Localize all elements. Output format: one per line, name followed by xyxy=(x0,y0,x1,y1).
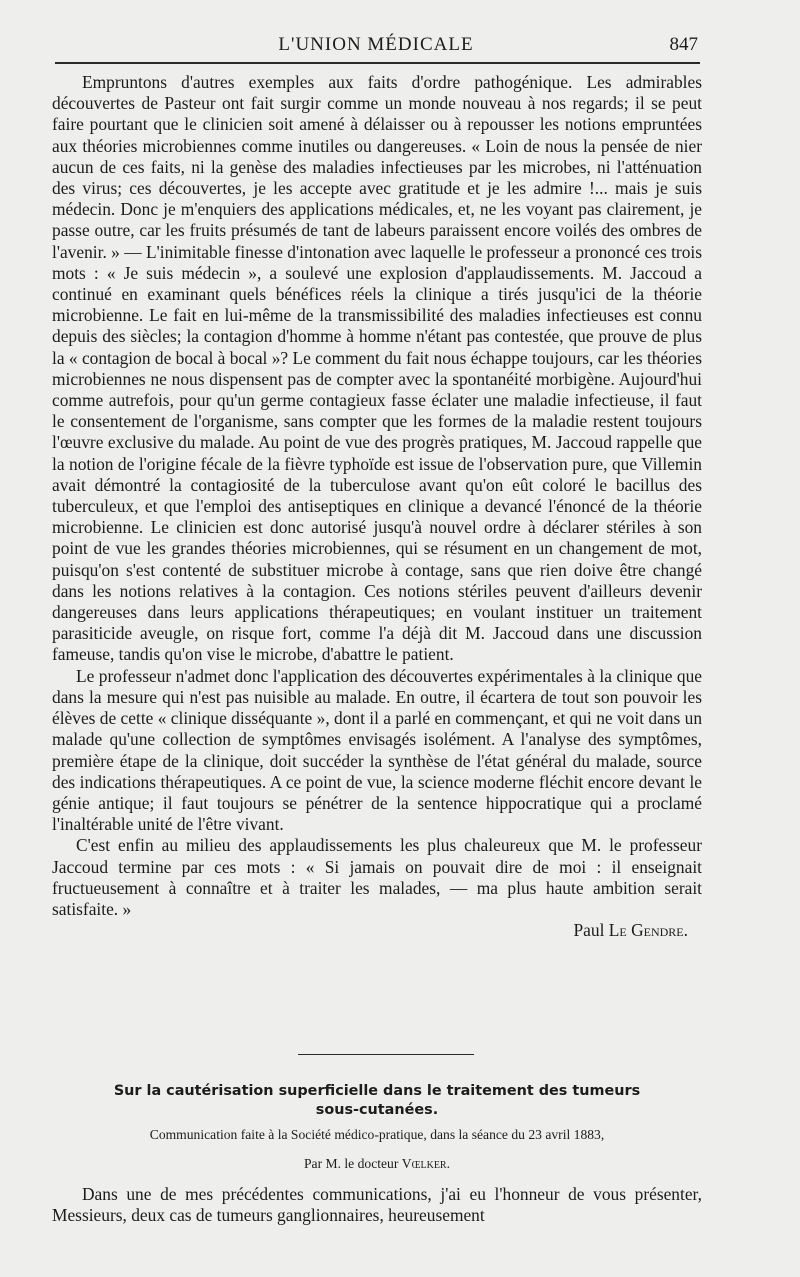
signature-last-name: Le Gendre. xyxy=(608,920,688,941)
running-title: L'UNION MÉDICALE xyxy=(278,34,474,55)
paragraph: Le professeur n'admet donc l'application des découvertes expérimentales à la clinique que dans la mesure qui n'est pas nuisible au malade. En outre, il écartera de tout son pouvoir les élèves de cette « clinique disséquante », dont il a parlé en commençant, et qui ne voit dans un malade qu'une collection de symptômes envisagés isolément. A l'analyse des symptômes, première étape de la clinique, doit succéder la synthèse de l'état général du malade, source des indications thérapeutiques. A ce point de vue, la science moderne fléchit encore devant le génie antique; il faut toujours se pénétrer de la sentence hippocratique qui a proclamé l'inaltérable unité de l'être vivant. xyxy=(52,665,703,835)
article-body-continued xyxy=(52,72,702,941)
author-prefix: Par M. le docteur xyxy=(304,1156,399,1171)
header-rule xyxy=(55,62,700,64)
article-communication-note: Communication faite à la Société médico-pratique, dans la séance du 23 avril 1883, xyxy=(149,1127,605,1142)
author-name: Vœlker. xyxy=(401,1156,450,1171)
author-signature xyxy=(52,920,702,941)
new-article-body xyxy=(52,1184,702,1226)
paragraph: Empruntons d'autres exemples aux faits d'ordre pathogénique. Les admirables découvertes de Pasteur ont fait surgir comme un monde nouveau à nos regards; il se peut faire pourtant que le clinicien soit amené à délaisser ou à repousser les notions empruntées aux théories microbiennes comme inutiles ou dangereuses. « Loin de nous la pensée de nier aucun de ces faits, ni la genèse des maladies infectieuses par les microbes, ni l'atténuation des virus; ces découvertes, je les accepte avec gratitude et je les admire !... mais je suis médecin. Donc je m'enquiers des applications médicales, et, ne les voyant pas clairement, je passe outre, car les fruits présumés de tant de labeurs paraissent encore voilés des ombres de l'avenir. » — L'inimitable finesse d'intonation avec laquelle le professeur a prononcé ces trois mots : « Je suis médecin », a soulevé une explosion d'applaudissements. M. Jaccoud a continué en examinant quels bénéfices réels la clinique a tirés jusqu'ici de la théorie microbienne. Le fait en lui-même de la transmissibilité des maladies infectieuses est connu depuis des siècles; la contagion d'homme à homme n'étant pas contestée, que prouve de plus la « contagion de bocal à bocal »? Le comment du fait nous échappe toujours, car les théories microbiennes ne nous dispensent pas de compter avec la spontanéité morbigène. Aujourd'hui comme autrefois, pour qu'un germe contagieux fasse éclater une maladie infectieuse, il faut le consentement de l'organisme, sans compter que les formes de la maladie restent toujours l'œuvre exclusive du malade. Au point de vue des progrès pratiques, M. Jaccoud rappelle que la notion de l'origine fécale de la fièvre typhoïde est issue de l'observation pure, que Villemin avait démontré la contagiosité de la tuberculose avant qu'on eût coloré le bacillus des tuberculeux, et que l'emploi des antiseptiques en clinique a devancé l'énoncé de la théorie microbienne. Le clinicien est donc autorisé jusqu'à nouvel ordre à déclarer stériles à son point de vue les grandes théories microbiennes, qui se résument en un changement de mot, puisqu'on s'est contenté de substituer microbe à contage, sans que rien doive être changé dans les notions relatives à la contagion. Ces notions stériles peuvent d'ailleurs devenir dangereuses dans leurs applications thérapeutiques; en voulant instituer un traitement parasiticide aveugle, on risque fort, comme l'a déjà dit M. Jaccoud dans une discussion fameuse, tandis qu'on vise le microbe, d'abattre le patient. xyxy=(52,72,702,665)
article-author xyxy=(52,1156,702,1172)
paragraph: C'est enfin au milieu des applaudissements les plus chaleureux que M. le professeur Jaccoud termine par ces mots : « Si jamais on pouvait dire de moi : il enseignait fructueusement à connaître et à traiter les malades, — ma plus haute ambition serait satisfaite. » xyxy=(52,835,702,919)
signature-first-name: Paul xyxy=(573,920,605,941)
paragraph: Dans une de mes précédentes communications, j'ai eu l'honneur de vous présenter, Messieurs, deux cas de tumeurs ganglionnaires, heureusement xyxy=(52,1184,702,1226)
page-header xyxy=(52,30,700,60)
section-divider xyxy=(298,1054,474,1055)
article-title xyxy=(52,1082,702,1120)
page-number: 847 xyxy=(669,34,698,55)
article-title-line: sous-cutanées. xyxy=(315,1102,439,1118)
article-title-line: Sur la cautérisation superficielle dans le traitement des tumeurs xyxy=(113,1083,641,1099)
